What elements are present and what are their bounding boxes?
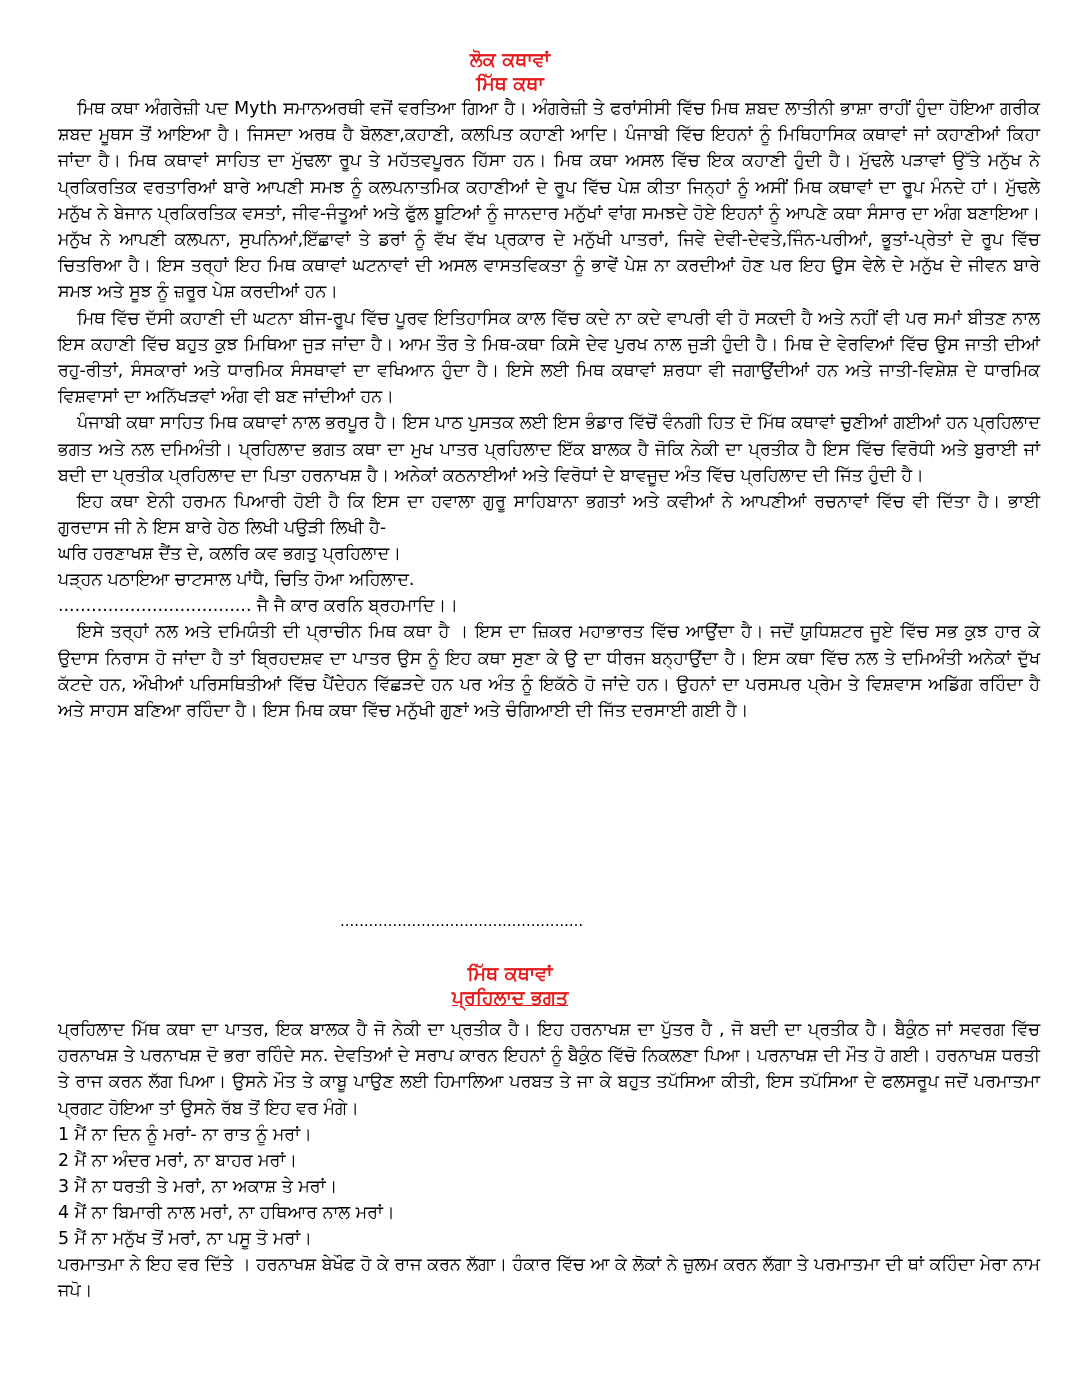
paragraph-myth-definition: ਮਿਥ ਕਥਾ ਅੰਗਰੇਜ਼ੀ ਪਦ Myth ਸਮਾਨਅਰਥੀ ਵਜੋਂ ਵਰਤਿਆ ਗਿਆ ਹੈ। ਅੰਗਰੇਜ਼ੀ ਤੇ ਫਰਾਂਸੀਸੀ ਵਿੱਚ ਮਿਥ ਸ਼ਬਦ ਲਾਤੀਨੀ ਭਾਸ਼ਾ ਰਾਹੀਂ ਹੁੰਦਾ ਹੋਇਆ ਗਰੀਕ ਸ਼ਬਦ ਮੂਥਸ ਤੋਂ ਆਇਆ ਹੈ। ਜਿਸਦਾ ਅਰਥ ਹੈ ਬੋਲਣਾ,ਕਹਾਣੀ, ਕਲਪਿਤ ਕਹਾਣੀ ਆਦਿ। ਪੰਜਾਬੀ ਵਿੱਚ ਇਹਨਾਂ ਨੂੰ ਮਿਥਿਹਾਸਿਕ ਕਥਾਵਾਂ ਜਾਂ ਕਹਾਣੀਆਂ ਕਿਹਾ ਜਾਂਦਾ ਹੈ। ਮਿਥ ਕਥਾਵਾਂ ਸਾਹਿਤ ਦਾ ਮੁੱਢਲਾ ਰੂਪ ਤੇ ਮਹੱਤਵਪੂਰਨ ਹਿੱਸਾ ਹਨ। ਮਿਥ ਕਥਾ ਅਸਲ ਵਿੱਚ ਇਕ ਕਹਾਣੀ ਹੁੰਦੀ ਹੈ। ਮੁੱਢਲੇ ਪੜਾਵਾਂ ਉੱਤੇ ਮਨੁੱਖ ਨੇ ਪ੍ਰਕਿਰਤਿਕ ਵਰਤਾਰਿਆਂ ਬਾਰੇ ਆਪਣੀ ਸਮਝ ਨੂੰ ਕਲਪਨਾਤਮਿਕ ਕਹਾਣੀਆਂ ਦੇ ਰੂਪ ਵਿੱਚ ਪੇਸ਼ ਕੀਤਾ ਜਿਨ੍ਹਾਂ ਨੂੰ ਅਸੀਂ ਮਿਥ ਕਥਾਵਾਂ ਦਾ ਰੂਪ ਮੰਨਦੇ ਹਾਂ। ਮੁੱਢਲੇ ਮਨੁੱਖ ਨੇ ਬੇਜਾਨ ਪ੍ਰਕਿਰਤਿਕ ਵਸਤਾਂ, ਜੀਵ-ਜੰਤੂਆਂ ਅਤੇ ਫੁੱਲ ਬੂਟਿਆਂ ਨੂੰ ਜਾਨਦਾਰ ਮਨੁੱਖਾਂ ਵਾਂਗ ਸਮਝਦੇ ਹੋਏ ਇਹਨਾਂ ਨੂੰ ਆਪਣੇ ਕਥਾ ਸੰਸਾਰ ਦਾ ਅੰਗ ਬਣਾਇਆ। ਮਨੁੱਖ ਨੇ ਆਪਣੀ ਕਲਪਨਾ, ਸੁਪਨਿਆਂ,ਇੱਛਾਵਾਂ ਤੇ ਡਰਾਂ ਨੂੰ ਵੱਖ ਵੱਖ ਪ੍ਰਕਾਰ ਦੇ ਮਨੁੱਖੀ ਪਾਤਰਾਂ, ਜਿਵੇ ਦੇਵੀ-ਦੇਵਤੇ,ਜਿੰਨ-ਪਰੀਆਂ, ਭੂਤਾਂ-ਪ੍ਰੇਤਾਂ ਦੇ ਰੂਪ ਵਿੱਚ ਚਿਤਰਿਆ ਹੈ। ਇਸ ਤਰ੍ਹਾਂ ਇਹ ਮਿਥ ਕਥਾਵਾਂ ਘਟਨਾਵਾਂ ਦੀ ਅਸਲ ਵਾਸਤਵਿਕਤਾ ਨੂੰ ਭਾਵੇਂ ਪੇਸ਼ ਨਾ ਕਰਦੀਆਂ ਹੋਣ ਪਰ ਇਹ ਉਸ ਵੇਲੇ ਦੇ ਮਨੁੱਖ ਦੇ ਜੀਵਨ ਬਾਰੇ ਸਮਝ ਅਤੇ ਸੂਝ ਨੂੰ ਜ਼ਰੂਰ ਪੇਸ਼ ਕਰਦੀਆਂ ਹਨ। (58, 99, 1041, 303)
paragraph-prahlad-intro: ਪ੍ਰਹਿਲਾਦ ਮਿੱਥ ਕਥਾ ਦਾ ਪਾਤਰ, ਇਕ ਬਾਲਕ ਹੈ ਜੋ ਨੇਕੀ ਦਾ ਪ੍ਰਤੀਕ ਹੈ। ਇਹ ਹਰਨਾਖਸ਼ ਦਾ ਪੁੱਤਰ ਹੈ , ਜੋ ਬਦੀ ਦਾ ਪ੍ਰਤੀਕ ਹੈ। ਬੈਕੁੰਠ ਜਾਂ ਸਵਰਗ ਵਿੱਚ ਹਰਨਾਖਸ਼ ਤੇ ਪਰਨਾਖਸ਼ ਦੋ ਭਰਾ ਰਹਿੰਦੇ ਸਨ. ਦੇਵਤਿਆਂ ਦੇ ਸਰਾਪ ਕਾਰਨ ਇਹਨਾਂ ਨੂੰ ਬੈਕੁੰਠ ਵਿੱਚੋ ਨਿਕਲਣਾ ਪਿਆ। ਪਰਨਾਖਸ਼ ਦੀ ਮੌਤ ਹੋ ਗਈ। ਹਰਨਾਖਸ਼ ਧਰਤੀ ਤੇ ਰਾਜ ਕਰਨ ਲੱਗ ਪਿਆ। ਉਸਨੇ ਮੌਤ ਤੇ ਕਾਬੂ ਪਾਉਣ ਲਈ ਹਿਮਾਲਿਆ ਪਰਬਤ ਤੇ ਜਾ ਕੇ ਬਹੁਤ ਤਪੱਸਿਆ ਕੀਤੀ, ਇਸ ਤਪੱਸਿਆ ਦੇ ਫਲਸਰੂਪ ਜਦੋਂ ਪਰਮਾਤਮਾ ਪ੍ਰਗਟ ਹੋਇਆ ਤਾਂ ਉਸਨੇ ਰੱਬ ਤੋਂ ਇਹ ਵਰ ਮੰਗੇ। (58, 1020, 1040, 1119)
paragraph-popularity: ਇਹ ਕਥਾ ਏਨੀ ਹਰਮਨ ਪਿਆਰੀ ਹੋਈ ਹੈ ਕਿ ਇਸ ਦਾ ਹਵਾਲਾ ਗੁਰੂ ਸਾਹਿਬਾਨਾ ਭਗਤਾਂ ਅਤੇ ਕਵੀਆਂ ਨੇ ਆਪਣੀਆਂ ਰਚਨਾਵਾਂ ਵਿੱਚ ਵੀ ਦਿੱਤਾ ਹੈ। ਭਾਈ ਗੁਰਦਾਸ ਜੀ ਨੇ ਇਸ ਬਾਰੇ ਹੇਠ ਲਿਖੀ ਪਉੜੀ ਲਿਖੀ ਹੈ- (58, 492, 1040, 539)
boon-list-item: 3 ਮੈਂ ਨਾ ਧਰਤੀ ਤੇ ਮਰਾਂ, ਨਾ ਅਕਾਸ਼ ਤੇ ਮਰਾਂ। (58, 1176, 338, 1197)
mid-heading-block (0, 962, 1020, 1010)
heading-myth-tales: ਮਿੱਥ ਕਥਾਵਾਂ (467, 963, 553, 985)
boon-list-item: 4 ਮੈਂ ਨਾ ਬਿਮਾਰੀ ਨਾਲ ਮਰਾਂ, ਨਾ ਹਥਿਆਰ ਨਾਲ ਮਰਾਂ। (58, 1202, 395, 1223)
paragraph-nal-damyanti: ਇਸੇ ਤਰ੍ਹਾਂ ਨਲ ਅਤੇ ਦਮਿਯੰਤੀ ਦੀ ਪ੍ਰਾਚੀਨ ਮਿਥ ਕਥਾ ਹੈ । ਇਸ ਦਾ ਜ਼ਿਕਰ ਮਹਾਭਾਰਤ ਵਿੱਚ ਆਉਂਦਾ ਹੈ। ਜਦੋਂ ਯੁਧਿਸ਼ਟਰ ਜੂਏ ਵਿੱਚ ਸਭ ਕੁਝ ਹਾਰ ਕੇ ਉਦਾਸ ਨਿਰਾਸ ਹੋ ਜਾਂਦਾ ਹੈ ਤਾਂ ਬ੍ਰਿਹਦਸ਼ਵ ਦਾ ਪਾਤਰ ਉਸ ਨੂੰ ਇਹ ਕਥਾ ਸੁਣਾ ਕੇ ਉ ਦਾ ਧੀਰਜ ਬਨ੍ਹਾਉਂਦਾ ਹੈ। ਇਸ ਕਥਾ ਵਿੱਚ ਨਲ ਤੇ ਦਮਿਅੰਤੀ ਅਨੇਕਾਂ ਦੁੱਖ ਕੱਟਦੇ ਹਨ, ਔਖੀਆਂ ਪਰਿਸਥਿਤੀਆਂ ਵਿੱਚ ਪੈਂਦੇਹਨ ਵਿੱਛੜਦੇ ਹਨ ਪਰ ਅੰਤ ਨੂੰ ਇਕੱਠੇ ਹੋ ਜਾਂਦੇ ਹਨ। ਉਹਨਾਂ ਦਾ ਪਰਸਪਰ ਪ੍ਰੇਮ ਤੇ ਵਿਸ਼ਵਾਸ ਅਡਿੱਗ ਰਹਿੰਦਾ ਹੈ ਅਤੇ ਸਾਹਸ ਬਣਿਆ ਰਹਿੰਦਾ ਹੈ। ਇਸ ਮਿਥ ਕਥਾ ਵਿੱਚ ਮਨੁੱਖੀ ਗੁਣਾਂ ਅਤੇ ਚੰਗਿਆਈ ਦੀ ਜਿੱਤ ਦਰਸਾਈ ਗਈ ਹੈ। (58, 622, 1040, 722)
poem-line-1: ਘਰਿ ਹਰਣਾਖਸ਼ ਦੈਂਤ ਦੇ, ਕਲਰਿ ਕਵ ਭਗਤੁ ਪ੍ਰਹਿਲਾਦ। (58, 544, 401, 565)
heading-prahlad-bhagat: ਪ੍ਰਹਿਲਾਦ ਭਗਤ (451, 987, 569, 1009)
section-prahlad (58, 1017, 1040, 1304)
section-myth-intro (58, 96, 1040, 724)
boon-list-item: 1 ਮੈਂ ਨਾ ਦਿਨ ਨੂੰ ਮਰਾਂ- ਨਾ ਰਾਤ ਨੂੰ ਮਰਾਂ। (58, 1124, 312, 1145)
poem-line-3: ................................... ਜੈ ਜੈ ਕਾਰ ਕਰਨਿ ਬ੍ਰਹਮਾਦਿ।। (58, 596, 458, 617)
top-heading-block (0, 48, 1020, 96)
paragraph-boons-granted: ਪਰਮਾਤਮਾ ਨੇ ਇਹ ਵਰ ਦਿੱਤੇ । ਹਰਨਾਖਸ਼ ਬੇਖੌਫ ਹੋ ਕੇ ਰਾਜ ਕਰਨ ਲੱਗਾ। ਹੰਕਾਰ ਵਿੱਚ ਆ ਕੇ ਲੋਕਾਂ ਨੇ ਜ਼ੁਲਮ ਕਰਨ ਲੱਗਾ ਤੇ ਪਰਮਾਤਮਾ ਦੀ ਥਾਂ ਕਹਿੰਦਾ ਮੇਰਾ ਨਾਮ ਜਪੋ। (58, 1254, 1040, 1302)
paragraph-myth-origin: ਮਿਥ ਵਿੱਚ ਦੱਸੀ ਕਹਾਣੀ ਦੀ ਘਟਨਾ ਬੀਜ-ਰੂਪ ਵਿੱਚ ਪੂਰਵ ਇਤਿਹਾਸਿਕ ਕਾਲ ਵਿੱਚ ਕਦੇ ਨਾ ਕਦੇ ਵਾਪਰੀ ਵੀ ਹੋ ਸਕਦੀ ਹੈ ਅਤੇ ਨਹੀਂ ਵੀ ਪਰ ਸਮਾਂ ਬੀਤਣ ਨਾਲ ਇਸ ਕਹਾਣੀ ਵਿੱਚ ਬਹੁਤ ਕੁਝ ਮਿਥਿਆ ਜੁੜ ਜਾਂਦਾ ਹੈ। ਆਮ ਤੌਰ ਤੇ ਮਿਥ-ਕਥਾ ਕਿਸੇ ਦੇਵ ਪੁਰਖ ਨਾਲ ਜੁੜੀ ਹੁੰਦੀ ਹੈ। ਮਿਥ ਦੇ ਵੇਰਵਿਆਂ ਵਿੱਚ ਉਸ ਜਾਤੀ ਦੀਆਂ ਰਹੁ-ਰੀਤਾਂ, ਸੰਸਕਾਰਾਂ ਅਤੇ ਧਾਰਮਿਕ ਸੰਸਥਾਵਾਂ ਦਾ ਵਖਿਆਨ ਹੁੰਦਾ ਹੈ। ਇਸੇ ਲਈ ਮਿਥ ਕਥਾਵਾਂ ਸ਼ਰਧਾ ਵੀ ਜਗਾਉਂਦੀਆਂ ਹਨ ਅਤੇ ਜਾਤੀ-ਵਿਸ਼ੇਸ਼ ਦੇ ਧਾਰਮਿਕ ਵਿਸ਼ਵਾਸਾਂ ਦਾ ਅਨਿੱਖੜਵਾਂ ਅੰਗ ਵੀ ਬਣ ਜਾਂਦੀਆਂ ਹਨ। (58, 308, 1040, 408)
poem-line-2: ਪੜ੍ਹਨ ਪਠਾਇਆ ਚਾਟਸਾਲ ਪਾਂਧੈ, ਚਿਤਿ ਹੋਆ ਅਹਿਲਾਦ. (58, 570, 415, 591)
heading-myth-tale: ਮਿੱਥ ਕਥਾ (476, 73, 544, 95)
boon-list-item: 5 ਮੈਂ ਨਾ ਮਨੁੱਖ ਤੋਂ ਮਰਾਂ, ਨਾ ਪਸੂ ਤੋ ਮਰਾਂ। (58, 1228, 312, 1249)
section-separator: ................................................... (340, 912, 584, 930)
boon-list-item: 2 ਮੈਂ ਨਾ ਅੰਦਰ ਮਰਾਂ, ਨਾ ਬਾਹਰ ਮਰਾਂ। (58, 1150, 297, 1171)
heading-folk-tales: ਲੋਕ ਕਥਾਵਾਂ (469, 49, 551, 71)
paragraph-selected-tales: ਪੰਜਾਬੀ ਕਥਾ ਸਾਹਿਤ ਮਿਥ ਕਥਾਵਾਂ ਨਾਲ ਭਰਪੂਰ ਹੈ। ਇਸ ਪਾਠ ਪੁਸਤਕ ਲਈ ਇਸ ਭੰਡਾਰ ਵਿੱਚੋਂ ਵੰਨਗੀ ਹਿਤ ਦੋ ਮਿੱਥ ਕਥਾਵਾਂ ਚੁਣੀਆਂ ਗਈਆਂ ਹਨ ਪ੍ਰਹਿਲਾਦ ਭਗਤ ਅਤੇ ਨਲ ਦਮਿਅੰਤੀ। ਪ੍ਰਹਿਲਾਦ ਭਗਤ ਕਥਾ ਦਾ ਮੁਖ ਪਾਤਰ ਪ੍ਰਹਿਲਾਦ ਇੱਕ ਬਾਲਕ ਹੈ ਜੋਕਿ ਨੇਕੀ ਦਾ ਪ੍ਰਤੀਕ ਹੈ ਇਸ ਵਿੱਚ ਵਿਰੋਧੀ ਅਤੇ ਬੁਰਾਈ ਜਾਂ ਬਦੀ ਦਾ ਪ੍ਰਤੀਕ ਪ੍ਰਹਿਲਾਦ ਦਾ ਪਿਤਾ ਹਰਨਾਖਸ਼ ਹੈ। ਅਨੇਕਾਂ ਕਠਨਾਈਆਂ ਅਤੇ ਵਿਰੋਧਾਂ ਦੇ ਬਾਵਜੂਦ ਅੰਤ ਵਿੱਚ ਪ੍ਰਹਿਲਾਦ ਦੀ ਜਿੱਤ ਹੁੰਦੀ ਹੈ। (58, 413, 1040, 486)
